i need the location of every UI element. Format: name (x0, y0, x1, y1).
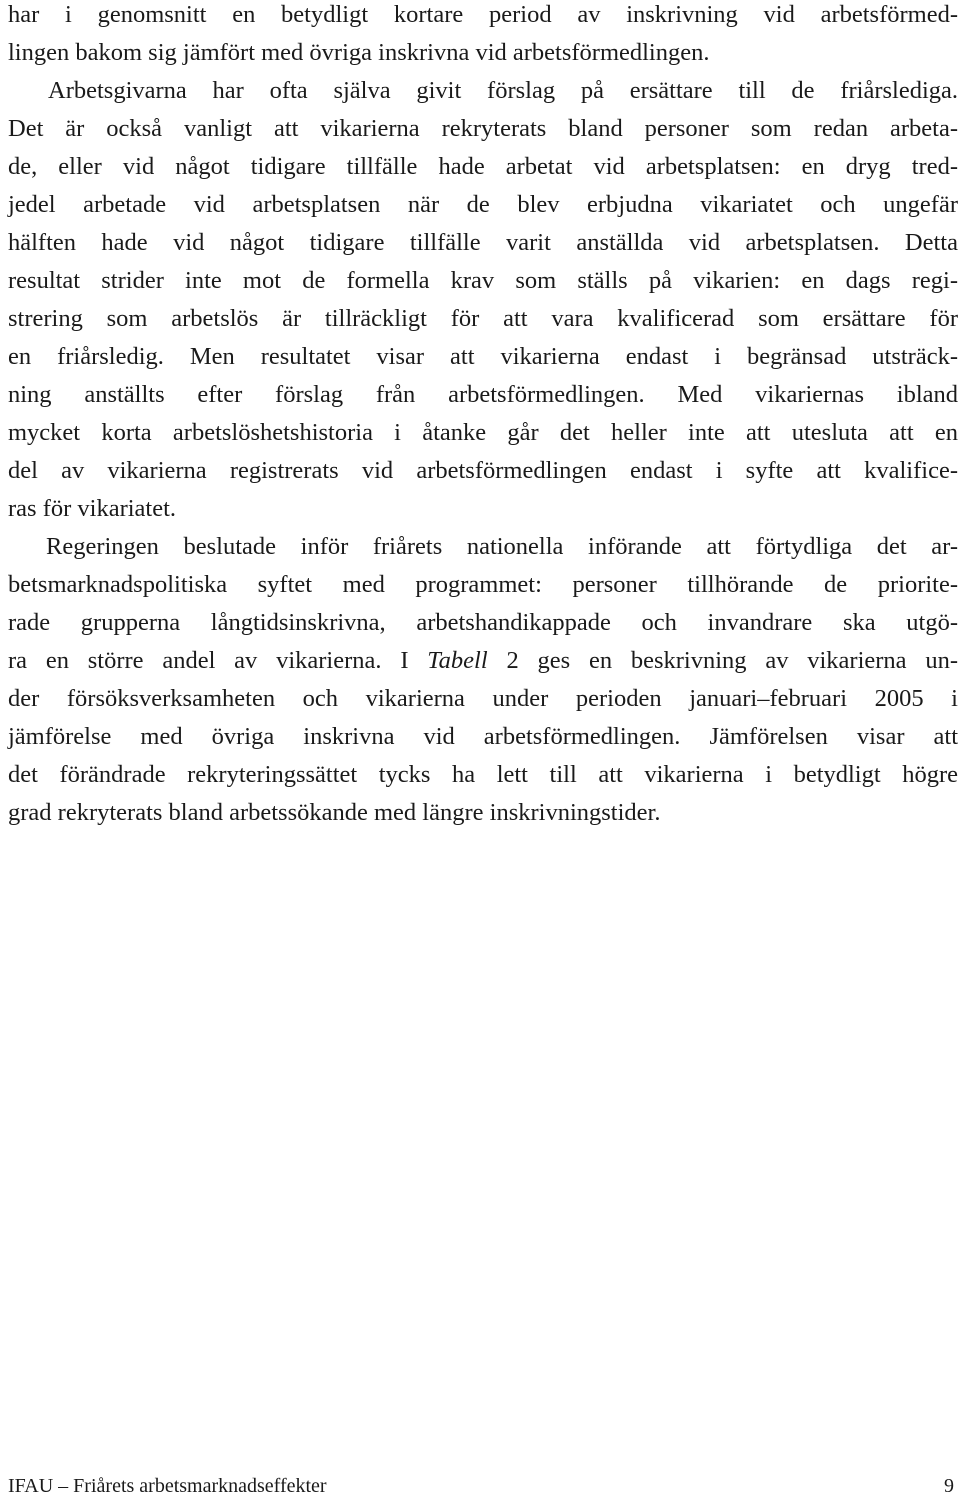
text-line: de, eller vid något tidigare tillfälle hade arbetat vid arbetsplatsen: en dryg tred- (8, 153, 958, 180)
text-fragment: ra en större andel av vikarierna. (8, 647, 382, 674)
text-line: grad rekryterats bland arbetssökande med längre inskrivningstider. (8, 799, 661, 826)
text-line: resultat strider inte mot de formella krav som ställs på vikarien: en dags regi- (8, 267, 958, 294)
text-fragment: ges en beskrivning av vikarierna un- (537, 647, 959, 674)
text-line: Det är också vanligt att vikarierna rekryterats bland personer som redan arbeta- (8, 115, 958, 142)
text-line: jämförelse med övriga inskrivna vid arbetsförmedlingen. Jämförelsen visar att (8, 723, 958, 750)
text-fragment: I (400, 647, 409, 674)
text-line-with-table-ref (8, 646, 958, 676)
table-reference-number: 2 (506, 647, 519, 674)
text-line: Regeringen beslutade inför friårets nationella införande att förtydliga det ar- (46, 533, 958, 560)
page-number: 9 (944, 1475, 954, 1497)
text-line: der försöksverksamheten och vikarierna under perioden januari–februari 2005 i (8, 685, 958, 712)
text-line: ning anställts efter förslag från arbetsförmedlingen. Med vikariernas ibland (8, 381, 958, 408)
text-line: hälften hade vid något tidigare tillfälle varit anställda vid arbetsplatsen. Detta (8, 229, 958, 256)
text-line: betsmarknadspolitiska syftet med programmet: personer tillhörande de priorite- (8, 571, 958, 598)
text-line: lingen bakom sig jämfört med övriga inskrivna vid arbetsförmedlingen. (8, 39, 710, 66)
text-line: Arbetsgivarna har ofta själva givit förslag på ersättare till de friårslediga. (48, 77, 958, 104)
text-line: det förändrade rekryteringssättet tycks ha lett till att vikarierna i betydligt högre (8, 761, 958, 788)
text-line: strering som arbetslös är tillräckligt för att vara kvalificerad som ersättare för (8, 305, 958, 332)
text-line: del av vikarierna registrerats vid arbetsförmedlingen endast i syfte att kvalifice- (8, 457, 958, 484)
footer-title: IFAU – Friårets arbetsmarknadseffekter (8, 1475, 327, 1497)
text-line: rade grupperna långtidsinskrivna, arbetshandikappade och invandrare ska utgö- (8, 609, 958, 636)
text-line: jedel arbetade vid arbetsplatsen när de blev erbjudna vikariatet och ungefär (8, 191, 958, 218)
text-line: ras för vikariatet. (8, 495, 177, 522)
text-line: en friårsledig. Men resultatet visar att vikarierna endast i begränsad utsträck- (8, 343, 958, 370)
table-reference: Tabell (427, 647, 488, 674)
text-line: mycket korta arbetslöshetshistoria i åtanke går det heller inte att utesluta att en (8, 419, 958, 446)
text-line: har i genomsnitt en betydligt kortare period av inskrivning vid arbetsförmed- (8, 1, 958, 28)
